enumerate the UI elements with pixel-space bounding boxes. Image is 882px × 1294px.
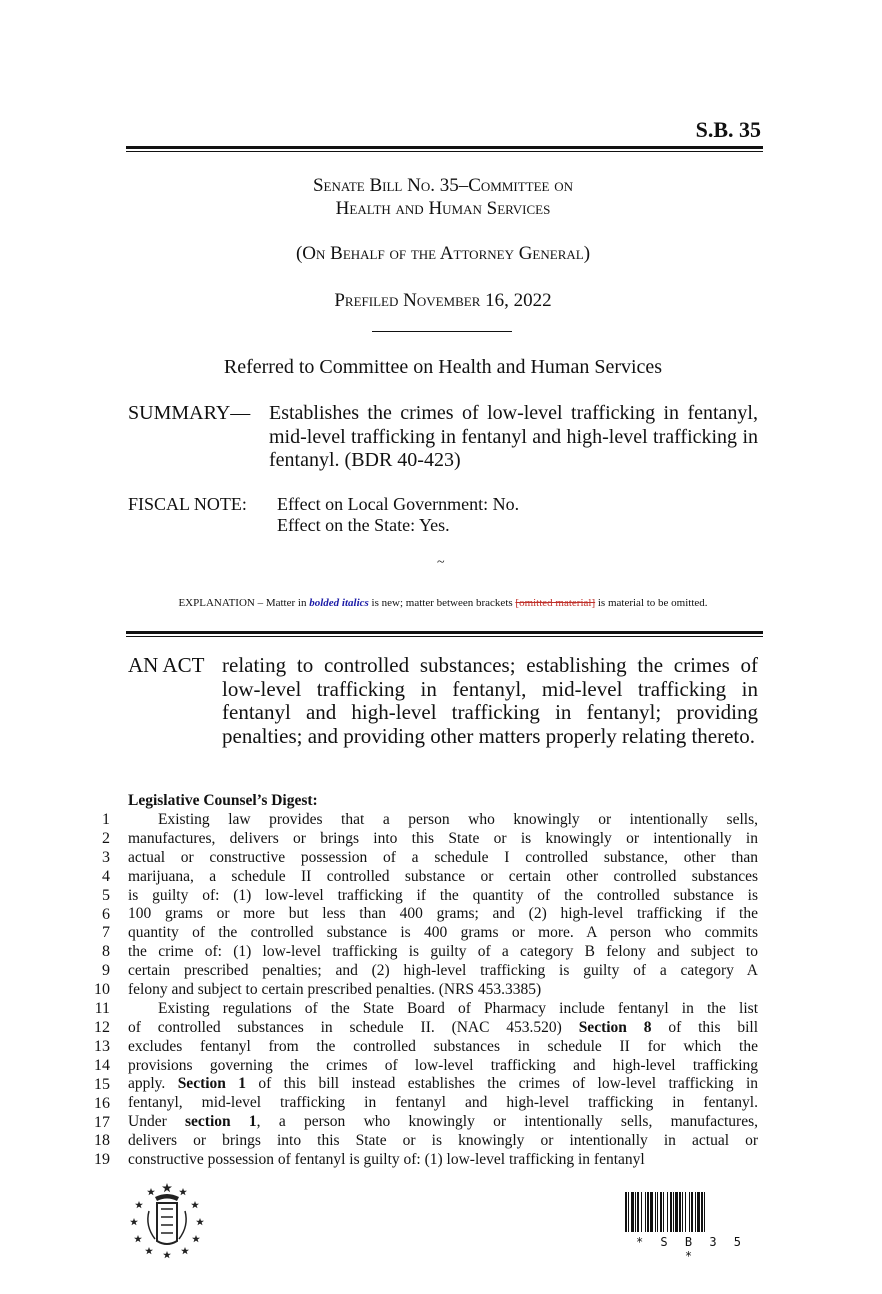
line-number: 11: [94, 1000, 110, 1018]
explanation-middle: is new; matter between brackets: [368, 597, 516, 609]
line-number: 6: [102, 905, 110, 923]
digest-text: , a person who knowingly or intentionally sells, manufactures,: [256, 1113, 758, 1131]
barcode-text: * S B 3 5 *: [635, 1235, 747, 1263]
summary: [128, 402, 758, 473]
digest-text: marijuana, a schedule II controlled substance or certain other controlled substances: [128, 867, 758, 885]
digest-text: quantity of the controlled substance is 400 grams or more. A person who commits: [128, 924, 758, 942]
title-underline: [372, 331, 512, 332]
line-number: 3: [102, 848, 110, 866]
line-number: 16: [94, 1094, 110, 1112]
digest-line: [128, 1113, 758, 1132]
digest-line: [128, 1057, 758, 1076]
digest-line: [128, 887, 758, 906]
line-number: 17: [94, 1113, 110, 1131]
section-reference: Section 1: [177, 1075, 247, 1093]
explanation-omitted-text: [omitted material]: [515, 597, 596, 609]
line-number: 15: [94, 1075, 110, 1093]
line-number: 5: [102, 886, 110, 904]
line-number: 4: [102, 867, 110, 885]
line-number: 8: [102, 943, 110, 961]
section-divider: ~: [437, 555, 445, 570]
bill-title-line2: Health and Human Services: [335, 198, 551, 219]
explanation: [126, 597, 760, 609]
line-numbers: [76, 811, 110, 1170]
prefiled-date: Prefiled November 16, 2022: [334, 290, 552, 311]
digest-text: actual or constructive possession of a schedule I controlled substance, other than: [128, 848, 758, 866]
digest-text: constructive possession of fentanyl is guilty of: (1) low-level trafficking in fentanyl: [128, 1151, 645, 1169]
digest-text: apply.: [128, 1075, 178, 1093]
digest-text: of controlled substances in schedule II. (NAC 453.520): [128, 1018, 579, 1036]
digest-text: 100 grams or more but less than 400 grams; and (2) high-level trafficking if the: [128, 905, 758, 923]
digest-line: [128, 943, 758, 962]
digest-text: the crime of: (1) low-level trafficking is guilty of a category B felony and subject to: [128, 943, 758, 961]
explanation-suffix: is material to be omitted.: [595, 597, 708, 609]
digest-line: [128, 1000, 758, 1019]
digest-line: [128, 811, 758, 830]
digest-text: of this bill: [651, 1018, 758, 1036]
line-number: 1: [102, 811, 110, 828]
act-text: relating to controlled substances; establishing the crimes of low-level trafficking in fentanyl, mid-level trafficking in fentanyl and high-level trafficking in fentanyl; providing penalties; and providing other matters properly relating thereto.: [222, 653, 758, 748]
digest-line: [128, 1151, 758, 1170]
digest-line: [128, 1132, 758, 1151]
bill-number: S.B. 35: [695, 117, 761, 142]
header-rule: [126, 146, 763, 152]
digest-line: [128, 868, 758, 887]
summary-text: Establishes the crimes of low-level trafficking in fentanyl, mid-level trafficking in fentanyl and high-level trafficking in fentanyl. (BDR 40-423): [269, 402, 758, 471]
digest-line: [128, 1075, 758, 1094]
bill-title-line1: Senate Bill No. 35–Committee on: [312, 175, 574, 196]
on-behalf-of: (On Behalf of the Attorney General): [295, 243, 591, 264]
line-number: 10: [94, 981, 110, 999]
digest-line: [128, 849, 758, 868]
digest-line: [128, 905, 758, 924]
explanation-rule: [126, 631, 763, 637]
digest-text: is guilty of: (1) low-level trafficking if the quantity of the controlled substance is: [128, 886, 758, 904]
digest-text: delivers or brings into this State or is knowingly or intentionally in actual or: [128, 1132, 758, 1150]
digest-body: [128, 811, 758, 1170]
digest-title: Legislative Counsel’s Digest:: [128, 792, 318, 809]
explanation-prefix: EXPLANATION – Matter in: [178, 597, 310, 609]
line-number: 19: [94, 1151, 110, 1169]
line-number: 18: [94, 1132, 110, 1150]
digest-line: [128, 962, 758, 981]
line-number: 12: [94, 1018, 110, 1036]
barcode-icon: [625, 1192, 757, 1232]
digest-text: fentanyl, mid-level trafficking in fentanyl and high-level trafficking in fentanyl.: [128, 1094, 758, 1112]
digest-line: [128, 1019, 758, 1038]
fiscal-note-label: FISCAL NOTE:: [128, 494, 247, 514]
line-number: 9: [102, 962, 110, 980]
digest-text: Existing regulations of the State Board of Pharmacy include fentanyl in the list: [158, 999, 758, 1017]
line-number: 2: [102, 829, 110, 847]
digest-text: Existing law provides that a person who knowingly or intentionally sells,: [158, 811, 758, 828]
fiscal-note-state: Effect on the State: Yes.: [277, 515, 450, 535]
line-number: 14: [94, 1056, 110, 1074]
explanation-new-text: bolded italics: [309, 597, 369, 609]
digest-text: of this bill instead establishes the crimes of low-level trafficking in: [246, 1075, 758, 1093]
summary-label: SUMMARY—: [128, 402, 251, 424]
nevada-legislature-seal-icon: [127, 1181, 207, 1259]
digest-text: provisions governing the crimes of low-level trafficking and high-level trafficking: [128, 1056, 758, 1074]
act-title: [128, 654, 758, 748]
line-number: 13: [94, 1037, 110, 1055]
line-number: 7: [102, 924, 110, 942]
fiscal-note-local: Effect on Local Government: No.: [277, 494, 520, 514]
digest-text: certain prescribed penalties; and (2) high-level trafficking is guilty of a category A: [128, 962, 758, 980]
digest-line: [128, 1094, 758, 1113]
digest-line: [128, 924, 758, 943]
digest-text: Under: [128, 1113, 186, 1131]
act-label: AN ACT: [128, 653, 205, 677]
digest-line: [128, 830, 758, 849]
fiscal-note: [128, 494, 519, 536]
digest-line: [128, 1038, 758, 1057]
referred-to: Referred to Committee on Health and Human Services: [223, 356, 663, 378]
section-reference: Section 8: [578, 1018, 652, 1036]
digest-text: excludes fentanyl from the controlled substances in schedule II for which the: [128, 1037, 758, 1055]
digest-text: manufactures, delivers or brings into this State or is knowingly or intentionally in: [128, 829, 758, 847]
digest-text: felony and subject to certain prescribed penalties. (NRS 453.3385): [128, 981, 542, 999]
section-reference: section 1: [185, 1113, 257, 1131]
digest-line: [128, 981, 758, 1000]
